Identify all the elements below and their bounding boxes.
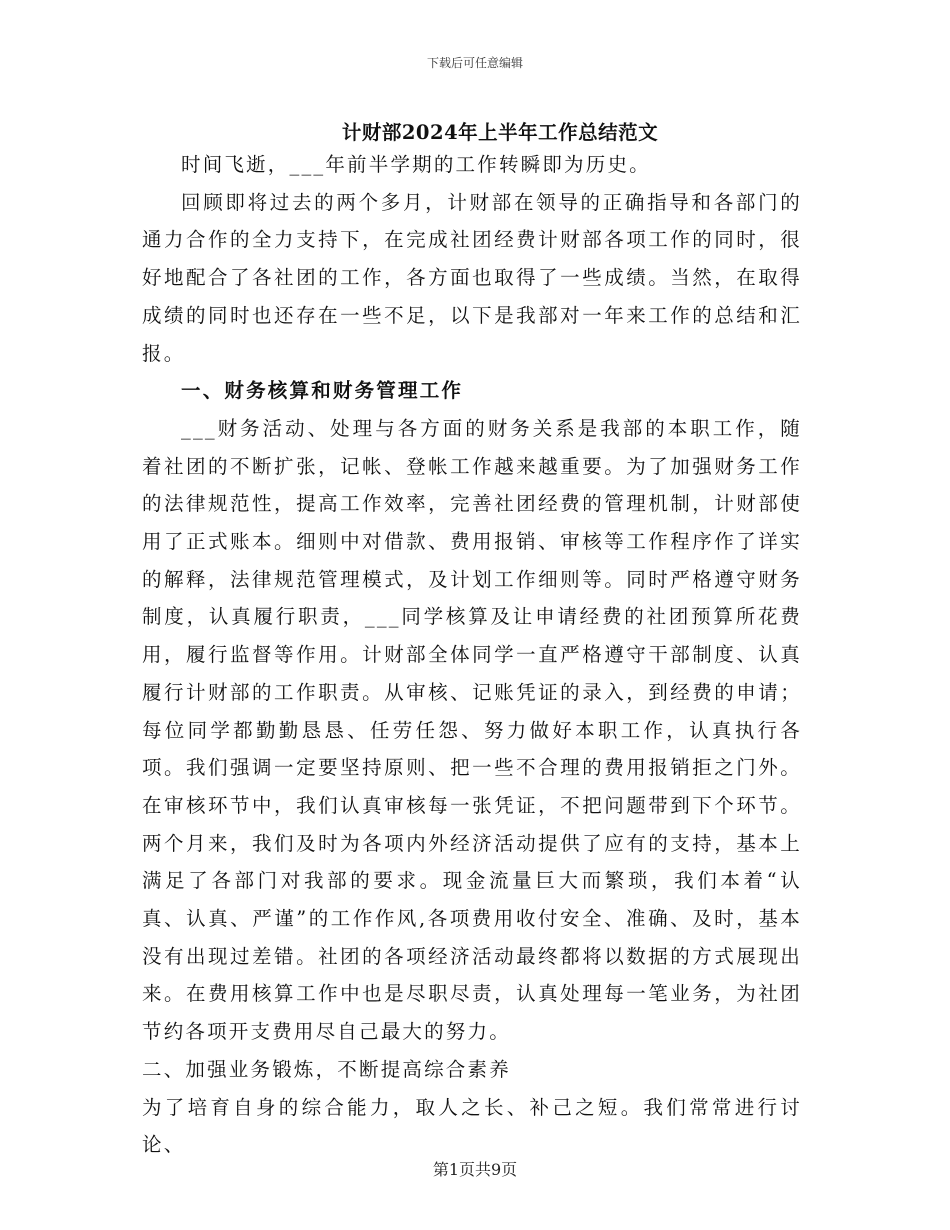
- paragraph-review: 回顾即将过去的两个多月，计财部在领导的正确指导和各部门的通力合作的全力支持下，在完成社团经费计财部各项工作的同时，很好地配合了各社团的工作，各方面也取得了一些成绩。当然，在取得成绩的同时也还存在一些不足，以下是我部对一年来工作的总结和汇报。: [142, 190, 802, 365]
- paragraph-intro: 时间飞逝，___年前半学期的工作转瞬即为历史。: [181, 153, 651, 176]
- paragraph-finance-work: ___财务活动、处理与各方面的财务关系是我部的本职工作，随着社团的不断扩张，记帐、登帐工作越来越重要。为了加强财务工作的法律规范性，提高工作效率，完善社团经费的管理机制，计财部使用了正式账本。细则中对借款、费用报销、审核等工作程序作了详实的解释，法律规范管理模式，及计划工作细则等。同时严格遵守财务制度，认真履行职责，___同学核算及让申请经费的社团预算所花费用，履行监督等作用。计财部全体同学一直严格遵守干部制度、认真履行计财部的工作职责。从审核、记账凭证的录入，到经费的申请；每位同学都勤勤恳恳、任劳任怨、努力做好本职工作，认真执行各项。我们强调一定要坚持原则、把一些不合理的费用报销拒之门外。在审核环节中，我们认真审核每一张凭证，不把问题带到下个环节。两个月来，我们及时为各项内外经济活动提供了应有的支持，基本上满足了各部门对我部的要求。现金流量巨大而繁琐，我们本着“认真、认真、严谨”的工作作风,各项费用收付安全、准确、及时，基本没有出现过差错。社团的各项经济活动最终都将以数据的方式展现出来。在费用核算工作中也是尽职尽责，认真处理每一笔业务，为社团节约各项开支费用尽自己最大的努力。: [142, 416, 802, 1044]
- document-body: [142, 146, 802, 1164]
- paragraph-training: 为了培育自身的综合能力，取人之长、补己之短。我们常常进行讨论、: [142, 1095, 802, 1157]
- page-footer-number: 第1页共9页: [432, 1160, 518, 1179]
- section-heading-2: 二、加强业务锻炼，不断提高综合素养: [142, 1057, 511, 1081]
- page-header-note: 下载后可任意编辑: [426, 56, 523, 70]
- document-title: 计财部2024年上半年工作总结范文: [341, 121, 659, 144]
- section-heading-1: 一、财务核算和财务管理工作: [181, 379, 464, 403]
